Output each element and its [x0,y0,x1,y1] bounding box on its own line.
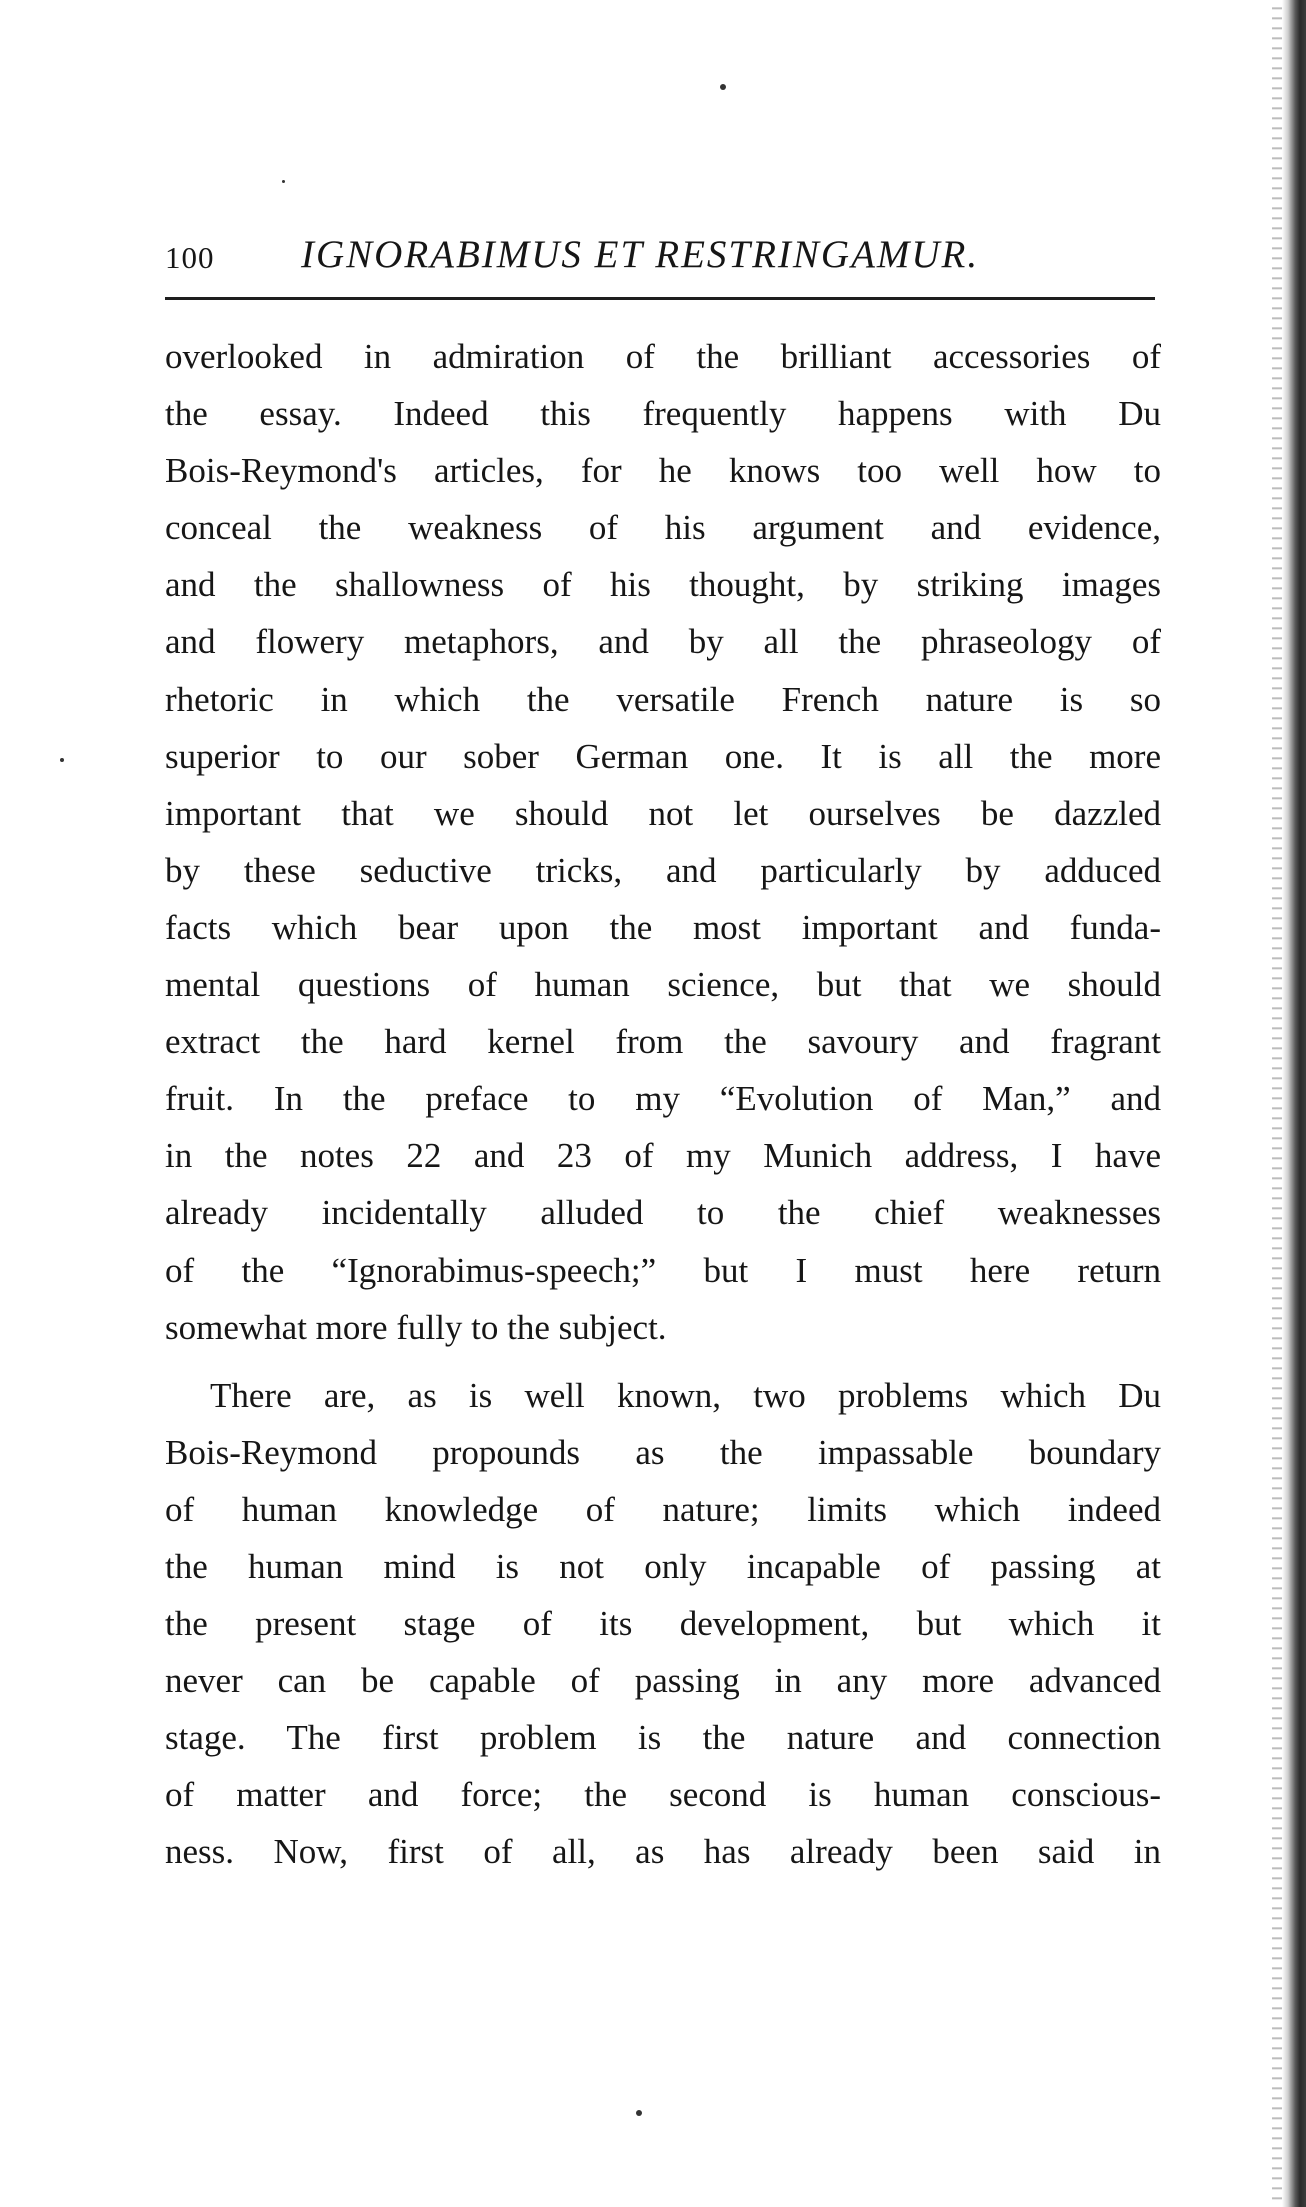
text-line: mental questions of human science, but that we should [165,965,1161,1005]
paragraph-gap [165,1356,1161,1367]
text-line: the essay. Indeed this frequently happens with Du [165,394,1161,434]
page-edge-texture [1272,0,1282,2207]
running-title: IGNORABIMUS ET RESTRINGAMUR. [301,233,980,276]
paragraph [165,328,1161,1356]
text-line: There are, as is well known, two problems which Du [210,1375,1161,1415]
text-line: facts which bear upon the most important and funda- [165,907,1161,947]
text-line: conceal the weakness of his argument and evidence, [165,508,1161,548]
page-edge-shadow [1282,0,1306,2207]
text-line: extract the hard kernel from the savoury and fragrant [165,1022,1161,1062]
header-rule [165,297,1155,300]
text-line: of human knowledge of nature; limits which indeed [165,1489,1161,1529]
text-line: stage. The first problem is the nature and connection [165,1718,1161,1758]
scan-speck [636,2110,642,2116]
text-line: and the shallowness of his thought, by striking images [165,565,1161,605]
scan-speck [282,180,285,183]
text-line: overlooked in admiration of the brilliant accessories of [165,337,1161,376]
text-line: never can be capable of passing in any more advanced [165,1661,1161,1701]
text-line: of matter and force; the second is human conscious- [165,1775,1161,1815]
text-line: of the “Ignorabimus-speech;” but I must here return [165,1250,1161,1290]
text-line: Bois-Reymond's articles, for he knows too well how to [165,451,1161,491]
text-line: rhetoric in which the versatile French nature is so [165,679,1161,719]
text-line: in the notes 22 and 23 of my Munich address, I have [165,1136,1161,1176]
paragraph [165,1367,1161,1881]
page-number: 100 [165,240,215,275]
scan-speck [720,84,726,90]
text-line: important that we should not let ourselves be dazzled [165,793,1161,833]
text-line: already incidentally alluded to the chief weaknesses [165,1193,1161,1233]
running-header [165,226,1155,282]
text-line: fruit. In the preface to my “Evolution of Man,” and [165,1079,1161,1119]
text-line: by these seductive tricks, and particularly by adduced [165,850,1161,890]
text-line: and flowery metaphors, and by all the phraseology of [165,622,1161,662]
text-line: Bois-Reymond propounds as the impassable boundary [165,1432,1161,1472]
text-line: the present stage of its development, but which it [165,1604,1161,1644]
text-line: superior to our sober German one. It is all the more [165,736,1161,776]
text-line: ness. Now, first of all, as has already been said in [165,1832,1161,1872]
body-text [165,328,1161,1881]
text-line: the human mind is not only incapable of passing at [165,1546,1161,1586]
scan-speck [60,758,64,762]
text-line: somewhat more fully to the subject. [165,1307,667,1347]
